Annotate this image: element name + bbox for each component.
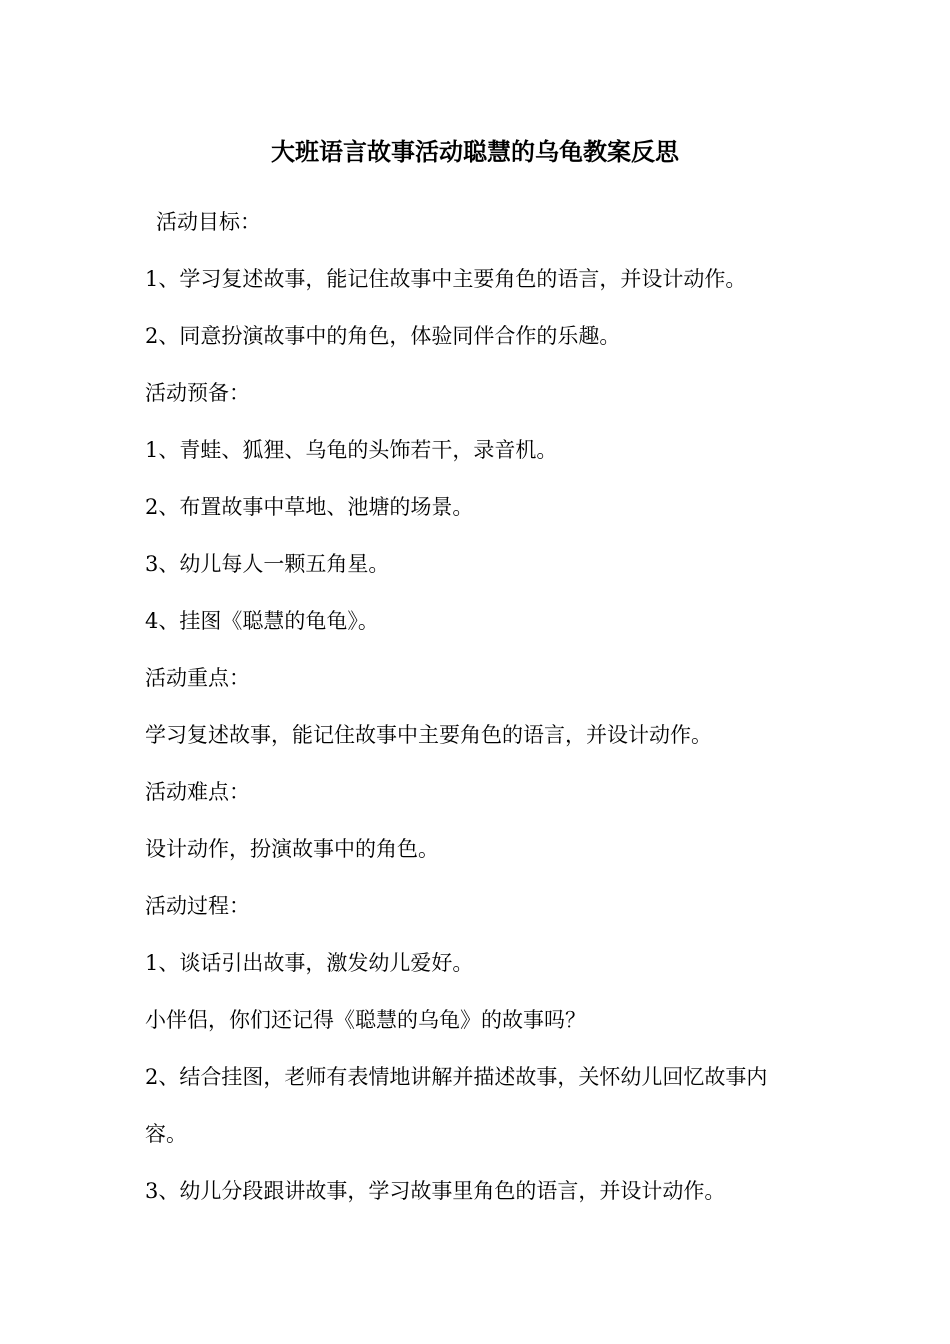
section-heading-preparation: 活动预备： [145, 381, 250, 405]
section-heading-key-point: 活动重点： [145, 666, 250, 690]
paragraph-line: 3、幼儿每人一颗五角星。 [145, 552, 390, 576]
paragraph-line: 3、幼儿分段跟讲故事，学习故事里角色的语言，并设计动作。 [145, 1179, 726, 1203]
paragraph-line: 1、谈话引出故事，激发幼儿爱好。 [145, 951, 474, 975]
paragraph-line: 小伴侣，你们还记得《聪慧的乌龟》的故事吗？ [145, 1008, 586, 1032]
paragraph-line: 1、学习复述故事，能记住故事中主要角色的语言，并设计动作。 [145, 267, 747, 291]
paragraph-line: 学习复述故事，能记住故事中主要角色的语言，并设计动作。 [145, 723, 712, 747]
paragraph-line: 4、挂图《聪慧的龟龟》。 [145, 609, 379, 633]
paragraph-line: 2、布置故事中草地、池塘的场景。 [145, 495, 474, 519]
section-heading-difficulty: 活动难点： [145, 780, 250, 804]
paragraph-line: 2、同意扮演故事中的角色，体验同伴合作的乐趣。 [145, 324, 621, 348]
document-title: 大班语言故事活动聪慧的乌龟教案反思 [271, 137, 679, 166]
paragraph-line: 容。 [145, 1122, 187, 1146]
paragraph-line: 2、结合挂图，老师有表情地讲解并描述故事，关怀幼儿回忆故事内 [145, 1065, 768, 1089]
paragraph-line: 1、青蛙、狐狸、乌龟的头饰若干，录音机。 [145, 438, 558, 462]
section-heading-process: 活动过程： [145, 894, 250, 918]
paragraph-line: 设计动作，扮演故事中的角色。 [145, 837, 439, 861]
section-heading-goals: 活动目标： [156, 210, 261, 234]
